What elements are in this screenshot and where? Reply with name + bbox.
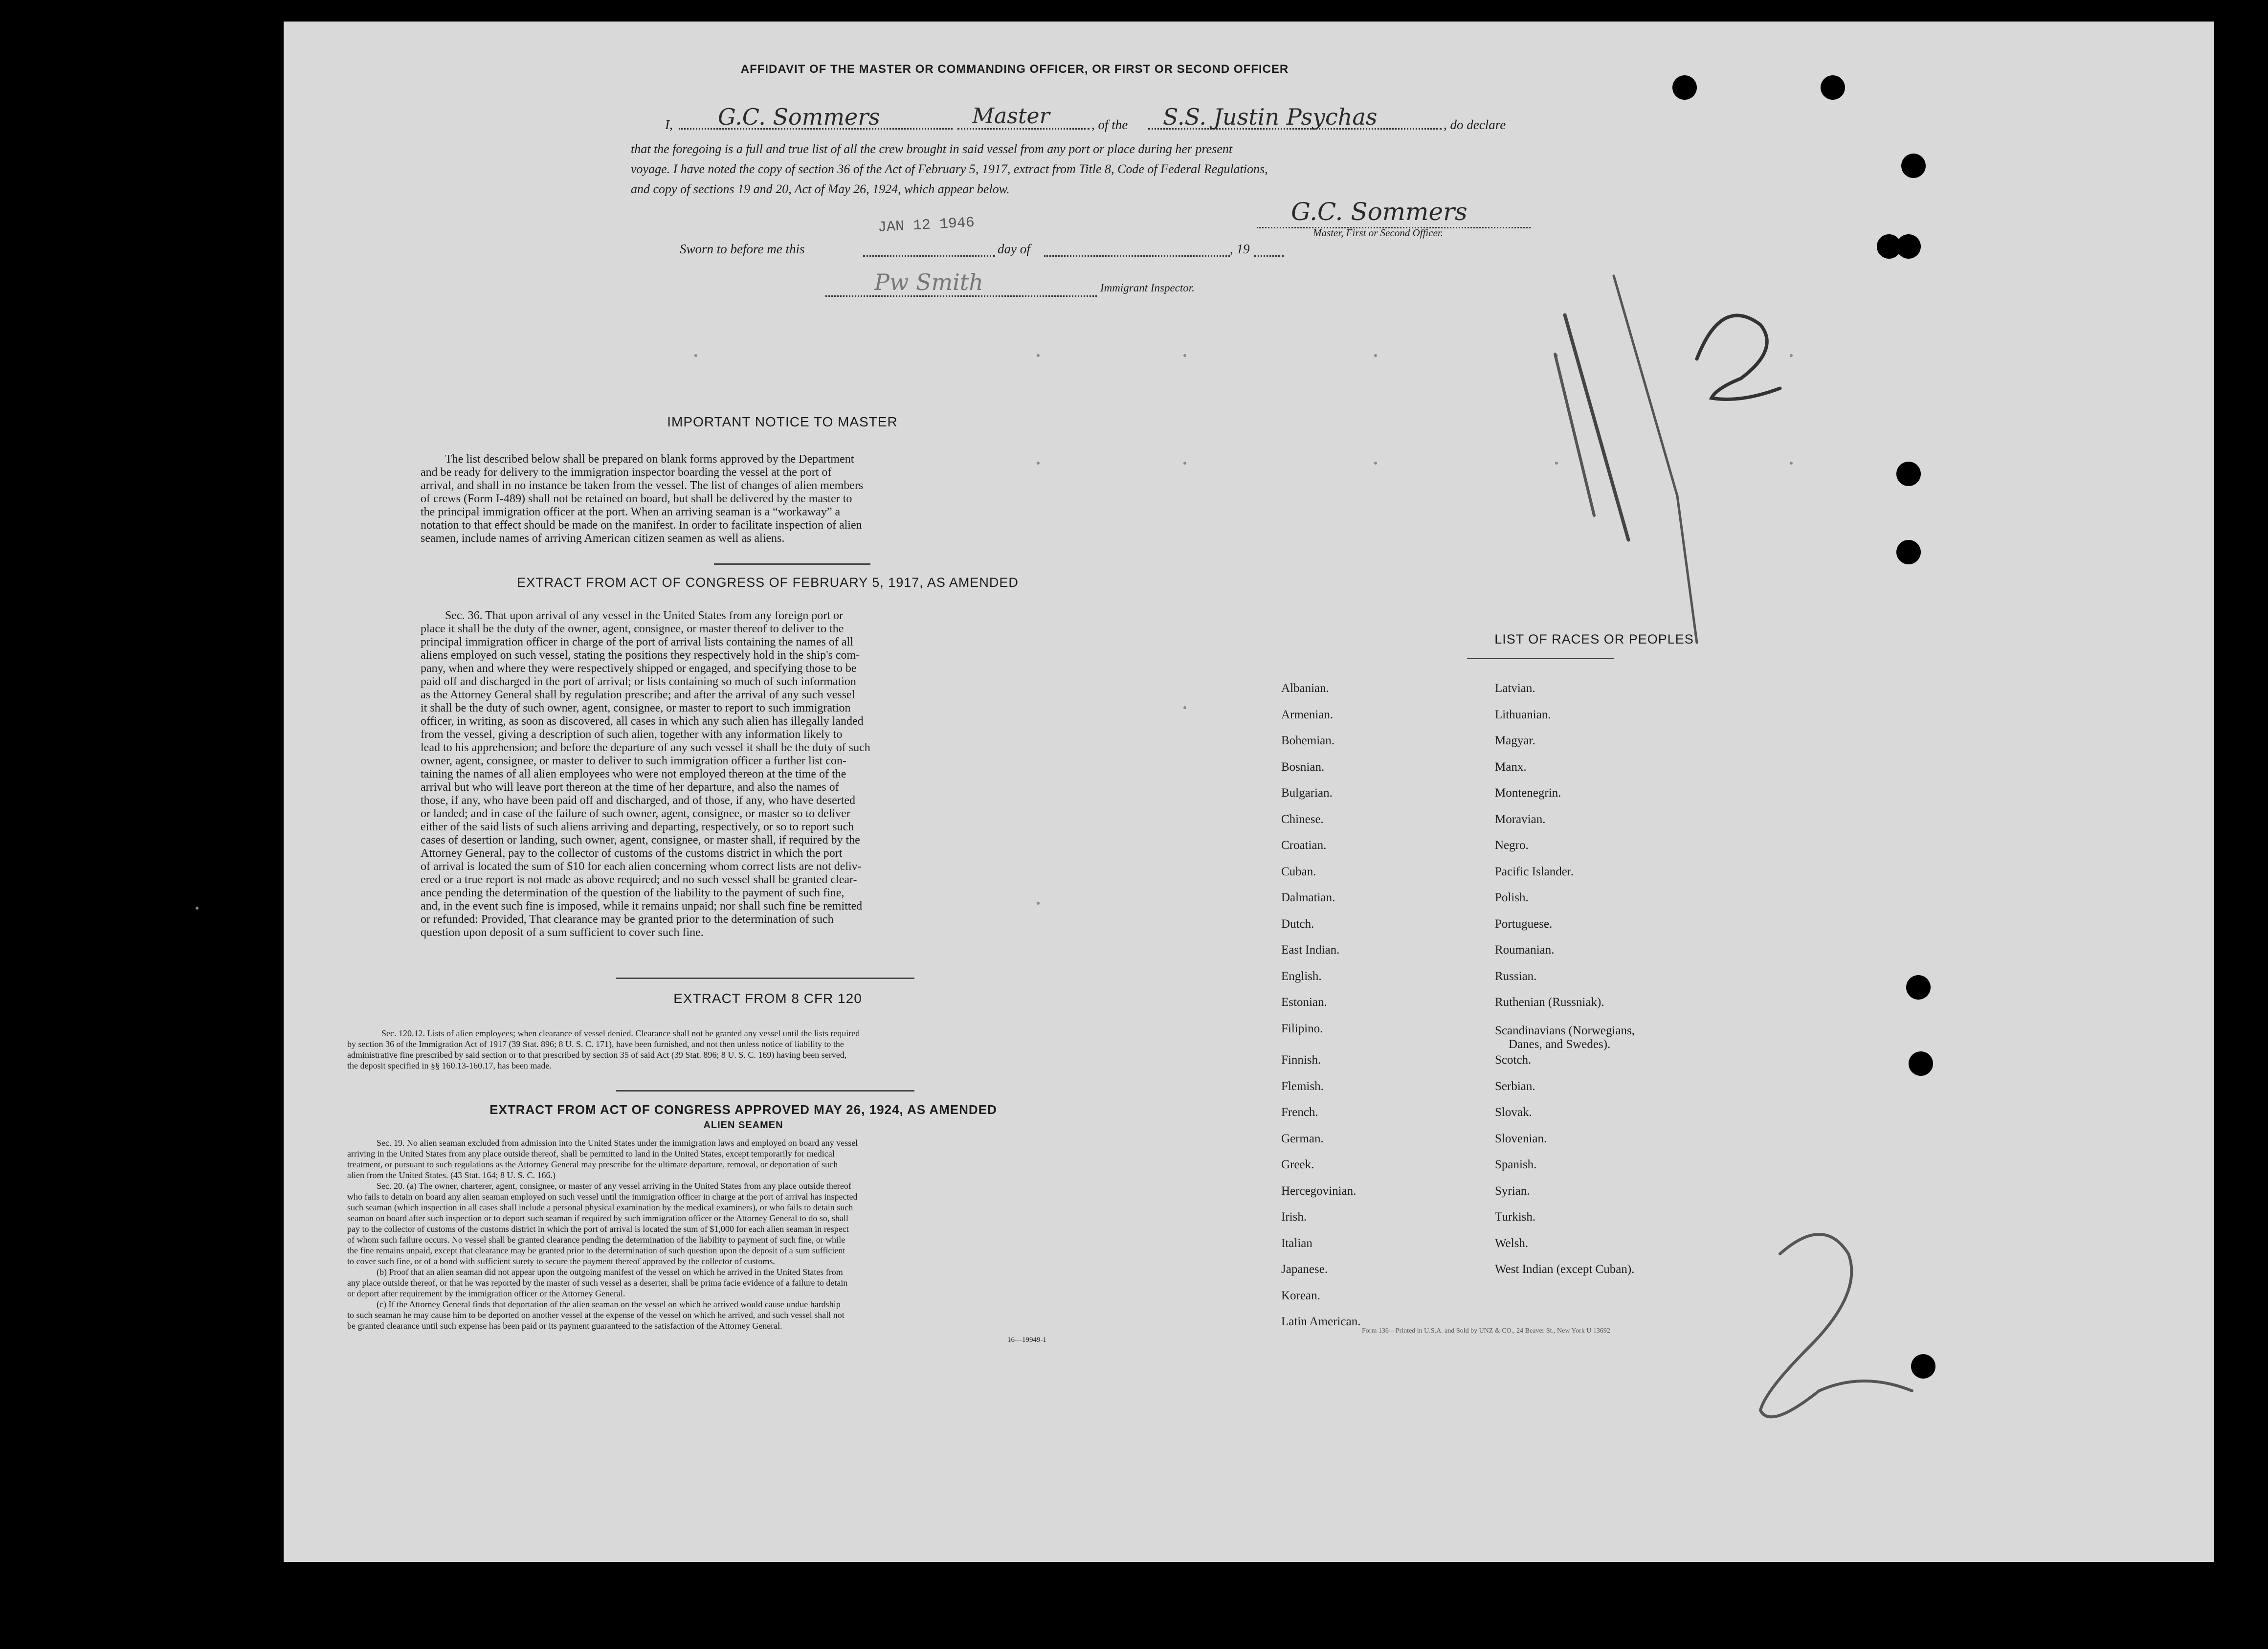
signature-caption: Master, First or Second Officer. — [1313, 227, 1443, 239]
extract-1924-line: treatment, or pursuant to such regulations as the Attorney General may prescribe for the ultimate departure, removal, or deportation of such — [347, 1159, 838, 1169]
master-signature: G.C. Sommers — [1291, 198, 1468, 226]
race-item: Croatian. — [1281, 839, 1327, 852]
race-item: Danes, and Swedes). — [1509, 1037, 1611, 1051]
race-item: Montenegrin. — [1495, 786, 1561, 800]
extract-1917-line: owner, agent, consignee, or master to deliver to such immigration officer a further list con- — [421, 755, 846, 767]
extract-1917-heading: EXTRACT FROM ACT OF CONGRESS OF FEBRUARY 5, 1917, AS AMENDED — [517, 575, 1019, 590]
vessel-name: S.S. Justin Psychas — [1163, 104, 1378, 130]
extract-8cfr-line: administrative fine prescribed by said section or to that prescribed by section 35 of said Act (39 Stat. 896; 8 U. S. C. 169) having been served, — [347, 1050, 847, 1060]
race-item: Syrian. — [1495, 1184, 1530, 1198]
extract-1917-line: place it shall be the duty of the owner, agent, consignee, or master thereof to deliver to the — [421, 623, 844, 635]
extract-1924-line: such seaman (which inspection in all cases shall include a personal physical examination by the medical examiners), or who fails to detain such — [347, 1203, 853, 1212]
sworn-month-field — [1044, 241, 1230, 257]
extract-1924-line: or deport after requirement by the immigration officer or the Attorney General. — [347, 1289, 625, 1298]
do-declare-label: , do declare — [1444, 117, 1506, 132]
extract-1917-line: as the Attorney General shall by regulation prescribe; and after the arrival of any such vessel — [421, 689, 855, 701]
race-item: Albanian. — [1281, 682, 1329, 695]
race-item: Scotch. — [1495, 1053, 1532, 1067]
binder-hole — [1672, 75, 1697, 100]
extract-1924-line: to such seaman he may cause him to be deported on another vessel at the expense of the vessel on which he arrived, and such vessel shall not — [347, 1310, 845, 1320]
divider — [616, 1090, 914, 1092]
extract-1924-heading: EXTRACT FROM ACT OF CONGRESS APPROVED MAY 26, 1924, AS AMENDED — [489, 1102, 997, 1117]
extract-1924-subheading: ALIEN SEAMEN — [703, 1120, 783, 1131]
extract-1924-line: be granted clearance until such expense has been paid or its payment guaranteed to the satisfaction of the Attorney General. — [347, 1321, 782, 1331]
race-item: Negro. — [1495, 839, 1529, 852]
extract-1917-line: from the vessel, giving a description of such alien, together with any information likely to — [421, 728, 843, 741]
race-item: Slovenian. — [1495, 1132, 1547, 1145]
extract-8cfr-body — [347, 1028, 1139, 1071]
extract-1917-body — [421, 609, 1115, 939]
extract-1917-line: question upon deposit of a sum sufficient to cover such fine. — [421, 926, 704, 939]
notice-line: the principal immigration officer at the port. When an arriving seaman is a “workaway” a — [421, 506, 841, 518]
extract-1924-line: to cover such fine, or of a bond with sufficient surety to secure the payment thereof approved by the collector of customs. — [347, 1256, 775, 1266]
race-item: Bosnian. — [1281, 760, 1325, 774]
race-item: Polish. — [1495, 891, 1529, 904]
race-item: Russian. — [1495, 969, 1537, 983]
extract-1917-line: those, if any, who have been paid off and discharged, and of those, if any, who have deserted — [421, 794, 856, 807]
notice-line: The list described below shall be prepared on blank forms approved by the Department — [445, 453, 854, 466]
race-item: Moravian. — [1495, 812, 1546, 826]
race-item: Portuguese. — [1495, 917, 1553, 931]
binder-hole — [1896, 462, 1921, 486]
extract-1917-line: or landed; and in case of the failure of such owner, agent, consignee, or master so to deliver — [421, 807, 850, 820]
race-item: Finnish. — [1281, 1053, 1321, 1067]
race-item: Pacific Islander. — [1495, 865, 1574, 878]
officer-name: G.C. Sommers — [718, 104, 880, 130]
extract-1924-line: of whom such failure occurs. No vessel shall be granted clearance pending the determination of the liability to payment of such fine, or while — [347, 1235, 845, 1245]
extract-1917-line: pany, when and where they were respectively shipped or engaged, and specifying those to be — [421, 662, 857, 675]
race-item: East Indian. — [1281, 943, 1340, 957]
race-item: Roumanian. — [1495, 943, 1555, 957]
binder-hole — [1911, 1354, 1935, 1379]
extract-1924-line: (c) If the Attorney General finds that deportation of the alien seaman on the vessel on which he arrived would cause undue hardship — [377, 1299, 841, 1309]
race-item: Ruthenian (Russniak). — [1495, 996, 1604, 1009]
race-item: Italian — [1281, 1236, 1312, 1250]
extract-1924-line: the fine remains unpaid, except that clearance may be granted prior to the determination of such question upon the deposit of a sum sufficient — [347, 1246, 845, 1255]
extract-1924-line: who fails to detain on board any alien seaman employed on such vessel until the immigration officer in charge at the port of arrival has inspected — [347, 1192, 858, 1202]
inspector-label: Immigrant Inspector. — [1100, 282, 1195, 294]
binder-hole — [1821, 75, 1845, 100]
form-sheet — [284, 22, 2214, 1562]
extract-1917-line: cases of desertion or landing, such owner, agent, consignee, or master shall, if required by the — [421, 834, 860, 847]
sworn-year-field — [1254, 241, 1284, 257]
extract-1917-line: principal immigration officer in charge of the port of arrival lists containing the names of all — [421, 636, 853, 648]
race-item: Manx. — [1495, 760, 1527, 774]
race-item: Lithuanian. — [1495, 708, 1551, 721]
race-item: Serbian. — [1495, 1079, 1535, 1093]
extract-1917-line: and, in the event such fine is imposed, while it remains unpaid; nor shall such fine be remitted — [421, 900, 863, 913]
notice-line: and be ready for delivery to the immigration inspector boarding the vessel at the port of — [421, 466, 832, 479]
extract-1917-line: ered or a true report is not made as above required; and no such vessel shall be granted clear- — [421, 873, 857, 886]
race-item: Cuban. — [1281, 865, 1316, 878]
race-item: Bulgarian. — [1281, 786, 1333, 800]
extract-8cfr-heading: EXTRACT FROM 8 CFR 120 — [673, 991, 862, 1006]
extract-1924-line: Sec. 19. No alien seaman excluded from admission into the United States under the immigration laws and employed on board any vessel — [377, 1138, 858, 1148]
race-item: Turkish. — [1495, 1210, 1536, 1224]
extract-1917-line: Sec. 36. That upon arrival of any vessel in the United States from any foreign port or — [445, 609, 844, 622]
race-item: Bohemian. — [1281, 734, 1335, 747]
extract-1924-line: Sec. 20. (a) The owner, charterer, agent, consignee, or master of any vessel arriving in the United States from any place outside thereof — [377, 1181, 851, 1191]
affidavit-body — [631, 139, 1555, 199]
notice-body — [421, 453, 1115, 545]
race-item: French. — [1281, 1106, 1318, 1119]
extract-1924-line: any place outside thereof, or that he was reported by the master of such vessel as a deserter, shall be prima facie evidence of a failure to detain — [347, 1278, 848, 1288]
affidavit-body-line: that the foregoing is a full and true list of all the crew brought in said vessel from any port or place during her present — [631, 142, 1233, 156]
officer-name-field — [679, 104, 953, 130]
race-item: Chinese. — [1281, 812, 1324, 826]
extract-1917-line: it shall be the duty of such owner, agent, consignee, or master to report to such immigration — [421, 702, 851, 714]
affidavit-body-line: voyage. I have noted the copy of section 36 of the Act of February 5, 1917, extract from Title 8, Code of Federal Regulations, — [631, 162, 1268, 176]
corner-number-handwriting — [1751, 1225, 1927, 1430]
race-item: Dalmatian. — [1281, 891, 1335, 904]
race-item: Japanese. — [1281, 1263, 1328, 1276]
extract-8cfr-line: Sec. 120.12. Lists of alien employees; when clearance of vessel denied. Clearance shall not be granted any vessel until the lists required — [381, 1028, 860, 1038]
binder-hole — [1909, 1051, 1933, 1076]
extract-1917-line: aliens employed on such vessel, stating the positions they respectively hold in the ship's com- — [421, 649, 860, 662]
notice-line: arrival, and shall in no instance be taken from the vessel. The list of changes of alien members — [421, 479, 864, 492]
extract-8cfr-line: the deposit specified in §§ 160.13-160.17, has been made. — [347, 1061, 552, 1070]
race-item: Latvian. — [1495, 682, 1535, 695]
day-of-label: day of — [998, 242, 1030, 256]
binder-hole — [1901, 154, 1926, 178]
extract-1924-body — [347, 1137, 1139, 1331]
race-item: Spanish. — [1495, 1158, 1537, 1171]
i-label: I, — [665, 117, 673, 132]
race-item: Filipino. — [1281, 1022, 1323, 1035]
race-item: Flemish. — [1281, 1079, 1324, 1093]
race-item: English. — [1281, 969, 1322, 983]
races-heading: LIST OF RACES OR PEOPLES — [1494, 632, 1694, 646]
rank-field — [957, 104, 1090, 130]
race-item: Slovak. — [1495, 1106, 1532, 1119]
extract-1917-line: paid off and discharged in the port of arrival; or lists containing so much of such information — [421, 675, 856, 688]
sworn-label: Sworn to before me this — [680, 242, 805, 256]
notice-line: notation to that effect should be made on the manifest. In order to facilitate inspection of alien — [421, 519, 862, 532]
race-item: West Indian (except Cuban). — [1495, 1263, 1635, 1276]
race-item: Irish. — [1281, 1210, 1307, 1224]
race-item: German. — [1281, 1132, 1324, 1145]
rank: Master — [972, 104, 1050, 129]
extract-1917-line: either of the said lists of such aliens arriving and departing, respectively, or so to report such — [421, 821, 854, 833]
race-item: Welsh. — [1495, 1236, 1529, 1250]
extract-1917-line: officer, in writing, as soon as discovered, all cases in which any such alien has illegally landed — [421, 715, 864, 728]
inspector-signature-field — [825, 271, 1097, 297]
master-signature-field — [1257, 198, 1531, 228]
year-prefix-label: , 19 — [1230, 242, 1250, 256]
form-code: 16—19949-1 — [1007, 1336, 1046, 1344]
race-item: Hercegovinian. — [1281, 1184, 1356, 1198]
extract-1924-line: seaman on board after such inspection or to deport such seaman if required by such immigration officer or the Attorney General to do so, shall — [347, 1213, 848, 1223]
extract-1924-line: arriving in the United States from any place outside thereof, shall be permitted to land in the United States, except temporarily for medical — [347, 1149, 835, 1159]
binder-hole — [1896, 540, 1921, 564]
affidavit-heading: AFFIDAVIT OF THE MASTER OR COMMANDING OFFICER, OR FIRST OR SECOND OFFICER — [740, 63, 1289, 76]
race-item: Magyar. — [1495, 734, 1535, 747]
race-item: Greek. — [1281, 1158, 1314, 1171]
race-item: Dutch. — [1281, 917, 1314, 931]
binder-hole — [1896, 234, 1921, 259]
printer-credit: Form 136—Printed in U.S.A. and Sold by UNZ & CO., 24 Beaver St., New York U 13692 — [1362, 1327, 1610, 1335]
binder-hole — [1906, 975, 1931, 1000]
race-item: Korean. — [1281, 1289, 1320, 1302]
date-stamp: JAN 12 1946 — [877, 214, 975, 237]
extract-1917-line: taining the names of all alien employees who were not employed thereon at the time of the — [421, 768, 846, 780]
extract-1917-line: or refunded: Provided, That clearance may be granted prior to the determination of such — [421, 913, 834, 926]
extract-1924-line: (b) Proof that an alien seaman did not appear upon the outgoing manifest of the vessel on which he arrived in the United States from — [377, 1267, 843, 1277]
of-the-label: , of the — [1091, 117, 1128, 132]
sworn-day-field — [863, 241, 995, 257]
race-item: Latin American. — [1281, 1315, 1361, 1328]
extract-1924-line: pay to the collector of customs of the customs district in which the port of arrival is located the sum of $1,000 for each alien seaman in respect — [347, 1224, 849, 1234]
vessel-field — [1148, 104, 1442, 130]
extract-8cfr-line: by section 36 of the Immigration Act of 1917 (39 Stat. 896; 8 U. S. C. 171), have been furnished, and not then unless notice of liability to the — [347, 1039, 844, 1049]
extract-1917-line: of arrival is located the sum of $10 for each alien concerning whom correct lists are not deliv- — [421, 860, 862, 873]
extract-1917-line: arrival but who will leave port thereon at the time of her departure, and also the names of — [421, 781, 839, 794]
extract-1917-line: lead to his apprehension; and before the departure of any such vessel it shall be the duty of such — [421, 741, 870, 754]
inspector-signature: Pw Smith — [874, 269, 983, 295]
race-item: Scandinavians (Norwegians, — [1495, 1024, 1635, 1037]
extract-1924-line: alien from the United States. (43 Stat. 164; 8 U. S. C. 166.) — [347, 1170, 556, 1180]
margin-number-handwriting — [1535, 242, 1790, 667]
divider — [616, 978, 914, 979]
race-item: Armenian. — [1281, 708, 1334, 721]
notice-line: seamen, include names of arriving American citizen seamen as well as aliens. — [421, 532, 785, 545]
divider — [714, 563, 870, 565]
extract-1917-line: Attorney General, pay to the collector of customs of the customs district in which the port — [421, 847, 843, 860]
affidavit-body-line: and copy of sections 19 and 20, Act of May 26, 1924, which appear below. — [631, 182, 1010, 196]
notice-heading: IMPORTANT NOTICE TO MASTER — [667, 414, 898, 429]
notice-line: of crews (Form I-489) shall not be retained on board, but shall be delivered by the master to — [421, 492, 852, 505]
race-item: Estonian. — [1281, 996, 1327, 1009]
extract-1917-line: ance pending the determination of the question of the liability to the payment of such fine, — [421, 887, 845, 899]
